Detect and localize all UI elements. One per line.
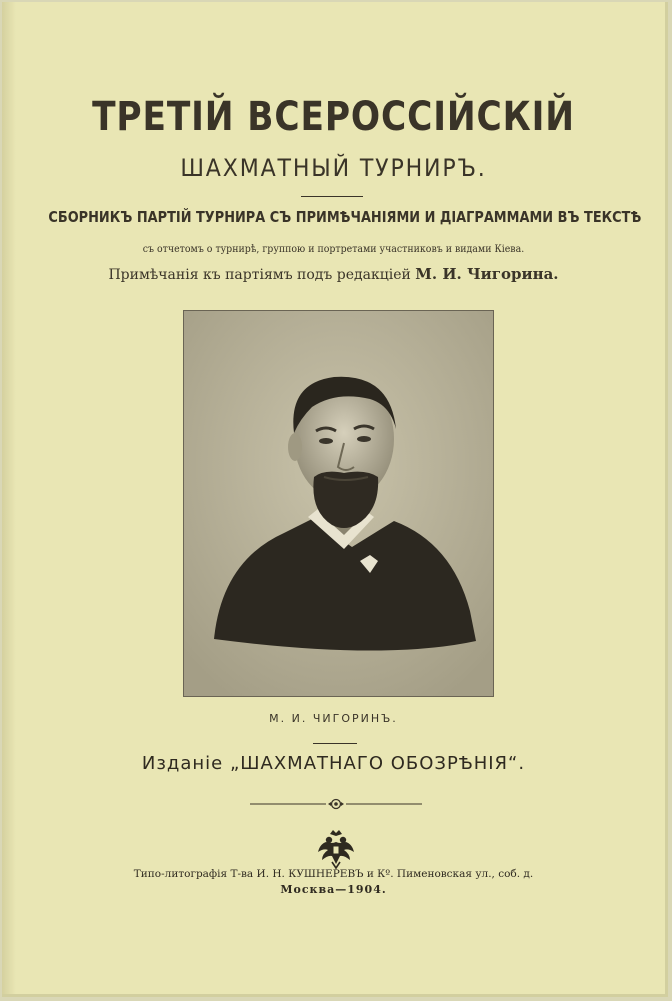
notes-line (2, 265, 665, 283)
portrait-photo (183, 310, 494, 697)
cover-edge-shadow (2, 2, 16, 994)
notes-editor: М. И. Чигорина. (415, 265, 559, 283)
sub-title: ШАХМАТНЫЙ ТУРНИРЪ. (180, 154, 487, 182)
title-divider (301, 196, 363, 197)
collection-line: СБОРНИКЪ ПАРТІЙ ТУРНИРА СЪ ПРИМѢЧАНІЯМИ И ДІАГРАММАМИ ВЪ ТЕКСТѢ (48, 208, 642, 226)
report-line: съ отчетомъ о турнирѣ, группою и портретами участниковъ и видами Кіева. (142, 244, 525, 255)
edition-line: Изданіе „ШАХМАТНАГО ОБОЗРѢНІЯ“. (141, 753, 526, 774)
portrait-caption: М. И. ЧИГОРИНЪ. (269, 712, 398, 725)
main-title: ТРЕТІЙ ВСЕРОССІЙСКІЙ (92, 94, 575, 140)
notes-prefix: Примѣчанія къ партіямъ подъ редакціей (108, 267, 411, 283)
caption-divider (313, 743, 357, 744)
portrait-image (184, 311, 493, 696)
ornament-rule (250, 797, 422, 811)
printer-line: Типо-литографія Т-ва И. Н. КУШНЕРЕВЪ и Кº. Пименовская ул., соб. д. (133, 868, 534, 880)
double-headed-eagle-icon (316, 828, 356, 870)
city-year: Москва—1904. (280, 883, 387, 896)
book-cover (2, 2, 668, 997)
